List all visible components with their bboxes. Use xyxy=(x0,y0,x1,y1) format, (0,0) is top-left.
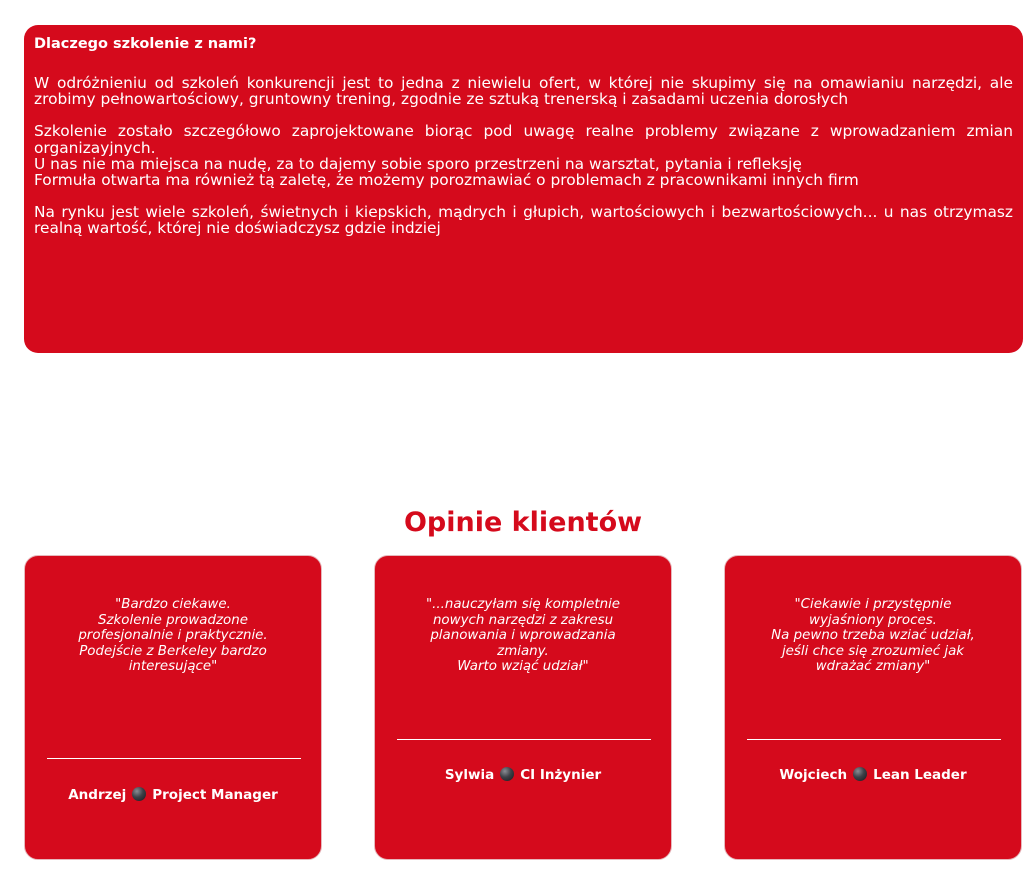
why-us-paragraph: U nas nie ma miejsca na nudę, za to dajemy sobie sporo przestrzeni na warsztat, pytania i refleksję xyxy=(34,154,802,173)
author-role: CI Inżynier xyxy=(520,767,602,783)
author-role: Lean Leader xyxy=(873,767,967,783)
bullet-dot-icon xyxy=(132,787,146,801)
testimonial-card xyxy=(374,555,672,860)
testimonial-divider xyxy=(747,739,1001,740)
why-us-paragraph: W odróżnieniu od szkoleń konkurencji jest to jedna z niewielu ofert, w której nie skupimy się na omawianiu narzędzi, ale zrobimy pełnowartościowy, gruntowny trening, zgodnie ze sztuką trenerską i zasadami uczenia dorosłych xyxy=(34,74,1013,109)
why-us-paragraph: Formuła otwarta ma również tą zaletę, że możemy porozmawiać o problemach z pracownikami innych firm xyxy=(34,171,859,190)
bullet-dot-icon xyxy=(853,767,867,781)
why-us-paragraph: Na rynku jest wiele szkoleń, świetnych i kiepskich, mądrych i głupich, wartościowych i bezwartościowych... u nas otrzymasz realną wartość, której nie doświadczysz gdzie indziej xyxy=(34,203,1013,238)
testimonial-author xyxy=(25,786,321,804)
author-role: Project Manager xyxy=(152,787,278,803)
why-us-paragraph: Szkolenie zostało szczegółowo zaprojektowane biorąc pod uwagę realne problemy związane z wprowadzaniem zmian organizayjnych. xyxy=(34,122,1013,157)
author-name: Andrzej xyxy=(68,787,127,803)
testimonial-quote: "Ciekawie i przystępnie wyjaśniony proces. Na pewno trzeba wziać udział, jeśli chce się zrozumieć jak wdrażać zmiany" xyxy=(771,597,975,674)
testimonial-quote: "...nauczyłam się kompletnie nowych narzędzi z zakresu planowania i wprowadzania zmiany. Warto wziąć udział" xyxy=(425,597,621,674)
testimonial-quote: "Bardzo ciekawe. Szkolenie prowadzone profesjonalnie i praktycznie. Podejście z Berkeley bardzo interesujące" xyxy=(78,597,268,674)
author-name: Wojciech xyxy=(779,767,848,783)
testimonial-author xyxy=(725,766,1021,784)
testimonial-author xyxy=(375,766,671,784)
testimonial-card xyxy=(724,555,1022,860)
testimonial-divider xyxy=(47,758,301,759)
bullet-dot-icon xyxy=(500,767,514,781)
testimonial-card xyxy=(24,555,322,860)
testimonials-title: Opinie klientów xyxy=(403,507,643,538)
author-name: Sylwia xyxy=(444,767,495,783)
why-us-title: Dlaczego szkolenie z nami? xyxy=(34,36,257,52)
testimonial-divider xyxy=(397,739,651,740)
why-us-box xyxy=(24,25,1023,353)
